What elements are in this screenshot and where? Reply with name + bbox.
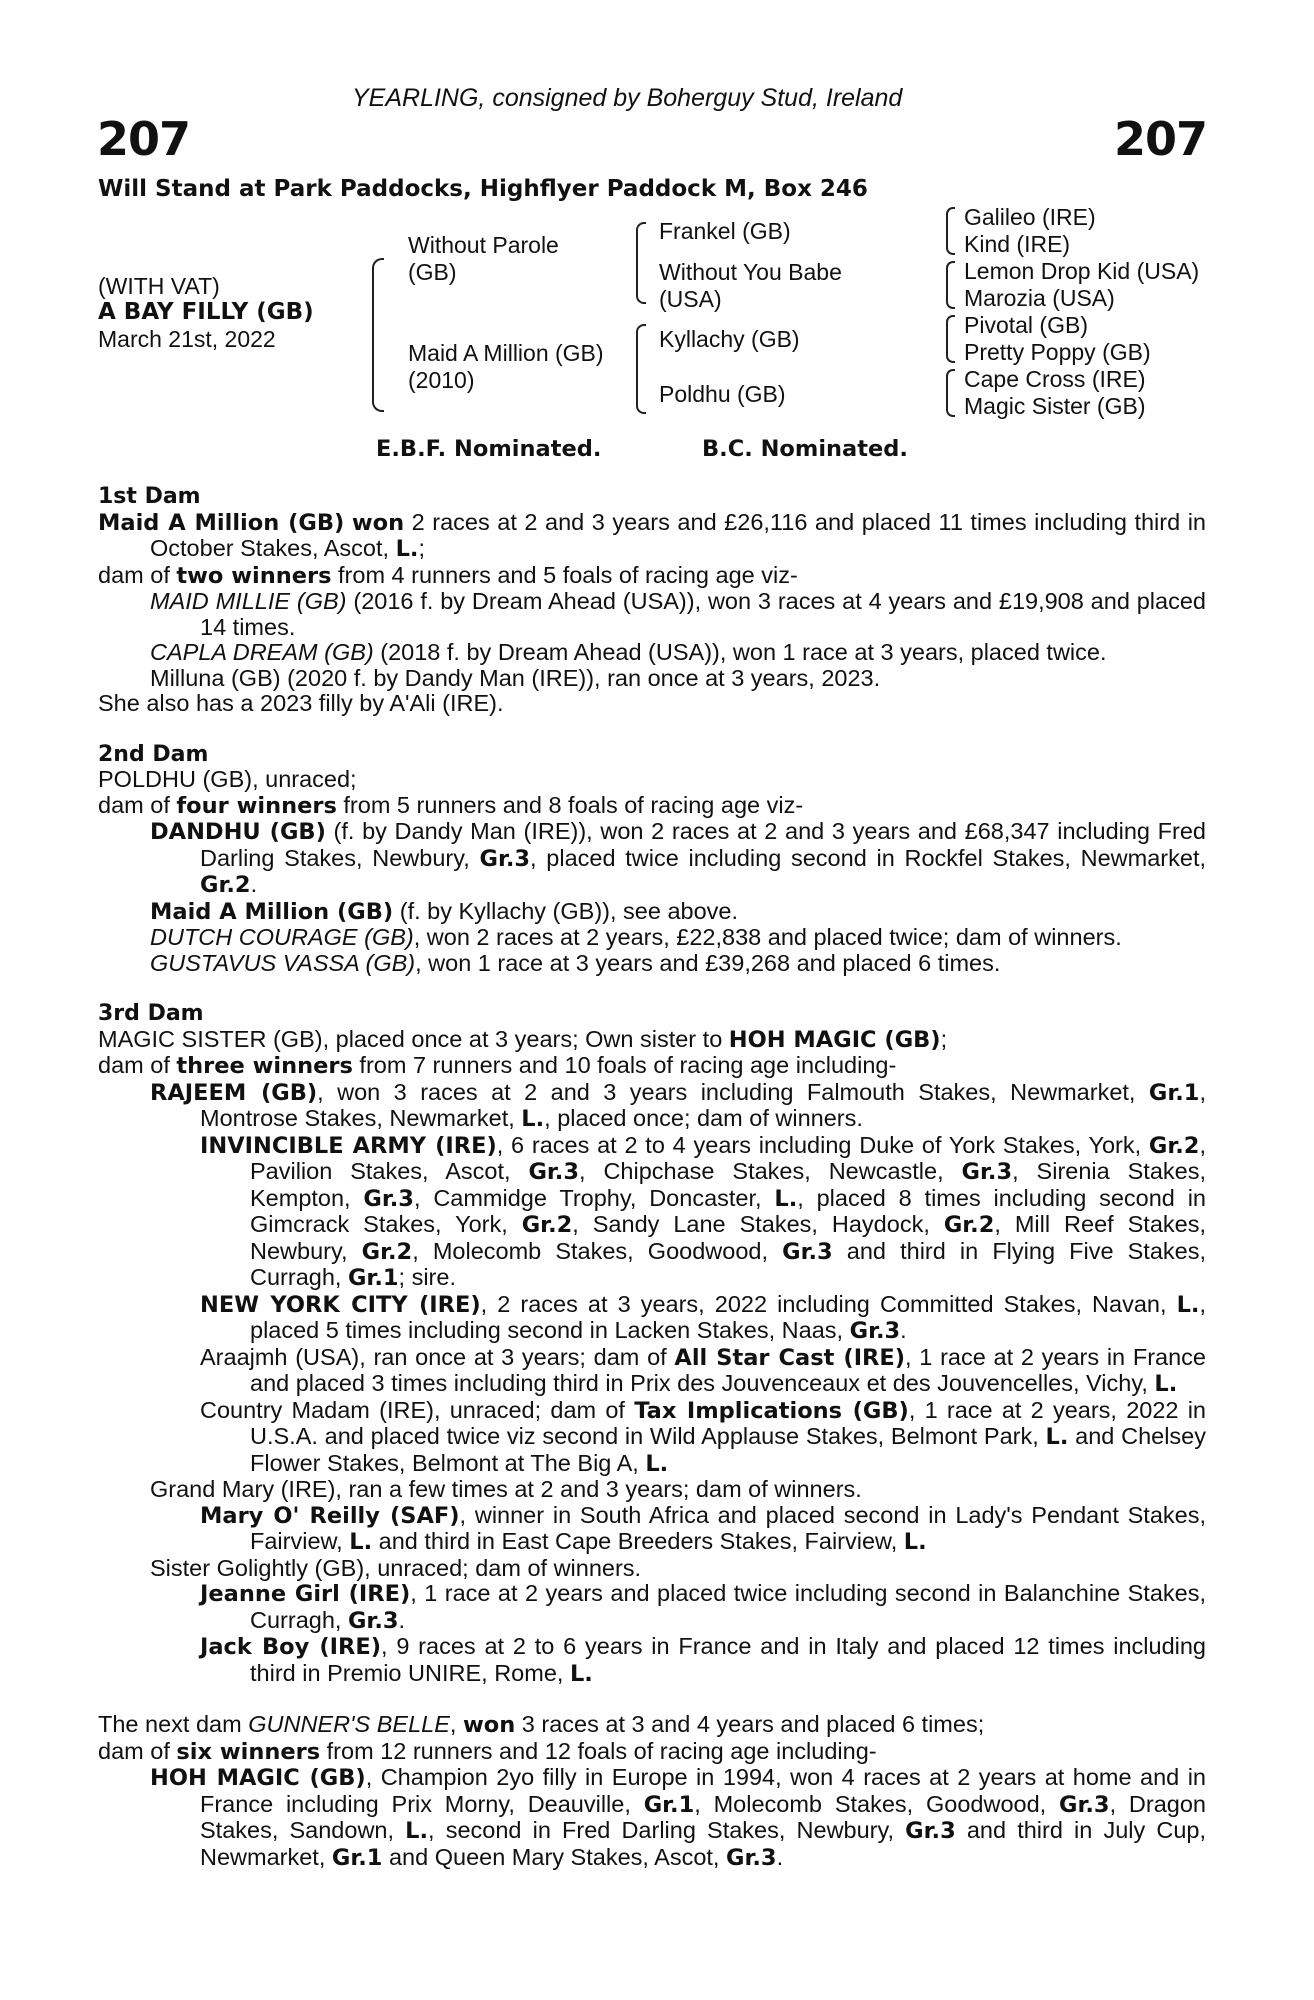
next-dam-won: won	[462, 1712, 516, 1738]
first-dam-record-end: ;	[418, 535, 425, 561]
pedigree-sire-suffix: (GB)	[408, 259, 457, 285]
ia-gr3-b: Gr.3	[961, 1159, 1013, 1185]
pedigree-brace-dam	[636, 324, 646, 414]
country-madam-listed-1: L.	[1045, 1424, 1069, 1450]
first-dam-section	[98, 484, 1206, 717]
ia-gr2-d: Gr.2	[361, 1238, 413, 1265]
hoh-gr1-b: Gr.1	[331, 1844, 383, 1871]
pedigree-sire-sire: Frankel (GB)	[659, 218, 791, 244]
hoh-text-e: and third in July Cup, Newmarket,	[200, 1817, 1207, 1870]
ia-text-i: , Molecomb Stakes, Goodwood,	[412, 1237, 783, 1264]
pedigree-dsd: Pretty Poppy (GB)	[964, 339, 1151, 365]
ia-gr3-a: Gr.3	[528, 1159, 579, 1185]
mor-listed-1: L.	[349, 1529, 373, 1555]
ebf-nomination: E.B.F. Nominated.	[376, 436, 602, 462]
progeny-dutch-courage: DUTCH COURAGE (GB)	[150, 924, 414, 950]
jb-listed: L.	[569, 1660, 593, 1687]
first-dam-also: She also has a 2023 filly by A'Ali (IRE).	[98, 690, 504, 716]
next-dam-intro-a: The next dam	[98, 1711, 249, 1737]
foaling-date: March 21st, 2022	[98, 326, 276, 352]
third-dam-section	[98, 1001, 1206, 1687]
ia-gr2-a: Gr.2	[1148, 1132, 1200, 1159]
pedigree-sss: Galileo (IRE)	[964, 204, 1096, 230]
pedigree-dam: Maid A Million (GB)	[408, 340, 604, 366]
progeny-maid-millie: MAID MILLIE (GB)	[150, 588, 347, 614]
first-dam-dam-of-prefix: dam of	[98, 561, 177, 588]
third-dam-line	[98, 1027, 1206, 1054]
nyc-end: .	[900, 1317, 907, 1343]
progeny-gustavus-vassa: GUSTAVUS VASSA (GB)	[150, 949, 416, 976]
pedigree-brace-sire	[636, 222, 646, 304]
pedigree-sire-dam-suffix: (USA)	[659, 286, 722, 312]
ia-listed: L.	[774, 1185, 798, 1212]
pedigree-dam-dam: Poldhu (GB)	[659, 381, 786, 407]
first-dam-won: won	[351, 509, 405, 536]
second-dam-four-winners: four winners	[176, 792, 337, 819]
progeny-capla-dream: CAPLA DREAM (GB)	[150, 639, 374, 665]
next-dam-intro	[98, 1712, 1206, 1739]
ia-text-h: , Mill Reef Stakes, Newbury,	[250, 1211, 1207, 1264]
pedigree-dds: Cape Cross (IRE)	[964, 366, 1146, 392]
first-dam-name: Maid A Million (GB)	[98, 509, 345, 536]
third-dam-heading: 3rd Dam	[98, 1001, 204, 1026]
ia-gr3-d: Gr.3	[782, 1238, 833, 1265]
new-york-city-name: NEW YORK CITY (IRE)	[200, 1291, 481, 1318]
hoh-gr3-a: Gr.3	[1059, 1791, 1110, 1818]
ia-text-j: and third in Flying Five Stakes, Curragh,	[250, 1237, 1206, 1290]
next-dam-six-winners: six winners	[176, 1738, 321, 1765]
next-dam-intro-c: 3 races at 3 and 4 years and placed 6 times;	[515, 1711, 985, 1737]
new-york-city-entry	[98, 1292, 1206, 1345]
nyc-listed: L.	[1176, 1291, 1200, 1318]
ia-gr2-c: Gr.2	[943, 1212, 995, 1238]
jb-text-a: , 9 races at 2 to 6 years in France and in Italy and placed 12 times including third in Premio UNIRE, Rome,	[250, 1633, 1207, 1686]
gunners-belle-name: GUNNER'S BELLE	[248, 1711, 450, 1737]
rajeem-gr1: Gr.1	[1148, 1079, 1200, 1106]
hoh-magic-name: HOH MAGIC (GB)	[150, 1765, 366, 1791]
rajeem-listed: L.	[521, 1106, 545, 1132]
next-dam-section	[98, 1712, 1206, 1871]
next-dam-dam-of	[98, 1739, 1206, 1766]
first-dam-two-winners: two winners	[176, 562, 332, 589]
country-madam-listed-2: L.	[645, 1450, 669, 1477]
country-madam-entry	[98, 1398, 1206, 1478]
ia-text-k: ; sire.	[398, 1264, 456, 1290]
pedigree-sire-dam: Without You Babe	[659, 259, 842, 285]
first-dam-progeny-3: Milluna (GB) (2020 f. by Dandy Man (IRE)), ran once at 3 years, 2023.	[150, 664, 881, 691]
hoh-text-b: , Molecomb Stakes, Goodwood,	[694, 1790, 1060, 1817]
hoh-gr3-c: Gr.3	[726, 1844, 777, 1871]
progeny-maid-millie-text: (2016 f. by Dream Ahead (USA)), won 3 races at 4 years and £19,908 and placed 14 times.	[200, 588, 1206, 640]
jack-boy-name: Jack Boy (IRE)	[200, 1634, 381, 1660]
nyc-text-a: , 2 races at 3 years, 2022 including Committed Stakes, Navan,	[480, 1290, 1177, 1317]
first-dam-listed: L.	[395, 536, 419, 562]
bc-nomination: B.C. Nominated.	[702, 436, 908, 462]
pedigree-dam-year: (2010)	[408, 367, 475, 393]
first-dam-heading: 1st Dam	[98, 484, 201, 509]
country-madam-text-b: , 1 race at 2 years, 2022 in U.S.A. and placed twice viz second in Wild Applause Stakes, Belmont Park,	[250, 1396, 1207, 1449]
araajmh-entry	[98, 1345, 1206, 1398]
third-dam-dam-of	[98, 1053, 1206, 1080]
second-dam-progeny-3	[98, 925, 1206, 951]
country-madam-text-c: and Chelsey Flower Stakes, Belmont at The Big A,	[250, 1423, 1206, 1476]
second-dam-progeny-1	[98, 819, 1206, 899]
progeny-dandhu-text-a: (f. by Dandy Man (IRE)), won 2 races at 2 and 3 years and £68,347 including Fred Darling Stakes, Newbury,	[200, 818, 1206, 871]
catalogue-body	[98, 484, 1206, 1871]
jg-end: .	[398, 1606, 406, 1633]
second-dam-line: POLDHU (GB), unraced;	[98, 766, 357, 792]
mary-oreilly-name: Mary O' Reilly (SAF)	[200, 1502, 460, 1529]
progeny-maid-a-million-text: (f. by Kyllachy (GB)), see above.	[393, 897, 739, 924]
ia-text-a: , 6 races at 2 to 4 years including Duke of York Stakes, York,	[496, 1131, 1149, 1158]
pedigree-brace-g1	[946, 207, 955, 255]
araajmh-text-b: , 1 race at 2 years in France and placed 3 times including third in Prix des Jouvenceaux et des Jouvencelles, Vichy,	[250, 1343, 1206, 1396]
second-dam-progeny-2	[98, 899, 1206, 926]
sister-golightly-entry: Sister Golightly (GB), unraced; dam of winners.	[150, 1554, 642, 1581]
jeanne-girl-entry	[98, 1581, 1206, 1634]
grand-mary-entry: Grand Mary (IRE), ran a few times at 2 and 3 years; dam of winners.	[150, 1476, 862, 1502]
vat-note: (WITH VAT)	[98, 273, 220, 299]
nyc-text-b: , placed 5 times including second in Lacken Stakes, Naas,	[250, 1290, 1206, 1343]
ia-gr2-b: Gr.2	[521, 1212, 573, 1238]
ia-text-b: , Pavilion Stakes, Ascot,	[250, 1131, 1206, 1184]
ia-text-f: , placed 8 times including second in Gimcrack Stakes, York,	[250, 1184, 1206, 1237]
third-dam-dam-of-suffix: from 7 runners and 10 foals of racing age including-	[352, 1052, 897, 1078]
rajeem-name: RAJEEM (GB)	[150, 1079, 318, 1106]
rajeem-text-c: , placed once; dam of winners.	[544, 1105, 863, 1131]
invincible-army-name: INVINCIBLE ARMY (IRE)	[200, 1132, 497, 1159]
pedigree-dss: Pivotal (GB)	[964, 312, 1088, 338]
pedigree-sdd: Marozia (USA)	[964, 285, 1115, 311]
progeny-dandhu-end: .	[250, 871, 258, 897]
tax-implications-name: Tax Implications (GB)	[634, 1397, 909, 1424]
jg-gr3: Gr.3	[347, 1607, 399, 1634]
hoh-magic-entry	[98, 1765, 1206, 1871]
second-dam-dam-of-prefix: dam of	[98, 791, 177, 818]
invincible-army-entry	[98, 1133, 1206, 1292]
mary-oreilly-entry	[98, 1503, 1206, 1556]
araajmh-text-a: Araajmh (USA), ran once at 3 years; dam of	[200, 1343, 675, 1370]
progeny-dandhu: DANDHU (GB)	[150, 819, 326, 845]
ia-text-e: , Cammidge Trophy, Doncaster,	[413, 1184, 775, 1211]
stand-location: Will Stand at Park Paddocks, Highflyer Paddock M, Box 246	[98, 176, 868, 202]
third-dam-dam-of-prefix: dam of	[98, 1052, 177, 1078]
hoh-text-d: , second in Fred Darling Stakes, Newbury,	[428, 1817, 906, 1843]
second-dam-dam-of-suffix: from 5 runners and 8 foals of racing age viz-	[336, 791, 804, 818]
ia-text-d: , Sirenia Stakes, Kempton,	[250, 1158, 1206, 1211]
second-dam-progeny-4	[98, 951, 1206, 977]
ia-gr1: Gr.1	[347, 1265, 399, 1291]
jg-text-a: , 1 race at 2 years and placed twice including second in Balanchine Stakes, Curragh,	[250, 1580, 1207, 1633]
hoh-text-f: and Queen Mary Stakes, Ascot,	[382, 1843, 726, 1870]
pedigree-brace-g4	[946, 369, 955, 417]
progeny-capla-dream-text: (2018 f. by Dream Ahead (USA)), won 1 race at 3 years, placed twice.	[373, 639, 1107, 665]
progeny-dandhu-text-b: , placed twice including second in Rockfel Stakes, Newmarket,	[530, 844, 1206, 871]
first-dam-progeny-1	[98, 589, 1206, 640]
progeny-gustavus-vassa-text: , won 1 race at 3 years and £39,268 and placed 6 times.	[415, 949, 1001, 976]
third-dam-line-end: ;	[940, 1025, 948, 1052]
pedigree-sire: Without Parole	[408, 232, 559, 258]
hoh-text-a: , Champion 2yo filly in Europe in 1994, won 4 races at 2 years at home and in France including Prix Morny, Deauville,	[200, 1764, 1207, 1817]
first-dam-record	[98, 510, 1206, 563]
third-dam-three-winners: three winners	[176, 1053, 353, 1079]
progeny-dutch-courage-text: , won 2 races at 2 years, £22,838 and placed twice; dam of winners.	[413, 924, 1122, 950]
progeny-dandhu-gr3: Gr.3	[479, 845, 531, 872]
pedigree-brace-g3	[946, 315, 955, 363]
horse-name: A BAY FILLY (GB)	[98, 299, 314, 325]
next-dam-intro-b: ,	[449, 1711, 463, 1737]
nyc-gr3: Gr.3	[849, 1318, 901, 1344]
hoh-end: .	[776, 1843, 784, 1870]
second-dam-dam-of	[98, 793, 1206, 820]
jack-boy-entry	[98, 1634, 1206, 1687]
pedigree-brace-g2	[946, 261, 955, 309]
progeny-dandhu-gr2: Gr.2	[200, 872, 251, 898]
ia-text-c: , Chipchase Stakes, Newcastle,	[579, 1158, 962, 1184]
mor-listed-2: L.	[903, 1529, 927, 1555]
pedigree-sds: Lemon Drop Kid (USA)	[964, 258, 1200, 284]
pedigree-ssd: Kind (IRE)	[964, 231, 1071, 257]
pedigree-ddd: Magic Sister (GB)	[964, 393, 1146, 419]
mor-text-b: and third in East Cape Breeders Stakes, Fairview,	[372, 1528, 904, 1554]
rajeem-entry	[98, 1080, 1206, 1133]
third-dam-hoh-magic: HOH MAGIC (GB)	[728, 1026, 941, 1053]
lot-number-left: 207	[97, 112, 191, 166]
first-dam-progeny-2	[98, 640, 1206, 666]
rajeem-text-a: , won 3 races at 2 and 3 years including Falmouth Stakes, Newmarket,	[317, 1078, 1149, 1105]
hoh-listed: L.	[405, 1818, 429, 1844]
rajeem-text-b: , Montrose Stakes, Newmarket,	[200, 1078, 1206, 1131]
country-madam-text-a: Country Madam (IRE), unraced; dam of	[200, 1396, 635, 1423]
pedigree-brace-main	[372, 258, 384, 412]
hoh-gr1-a: Gr.1	[643, 1791, 695, 1818]
consignment-line: YEARLING, consigned by Boherguy Stud, Ireland	[352, 84, 903, 112]
next-dam-dam-of-prefix: dam of	[98, 1737, 177, 1764]
next-dam-dam-of-suffix: from 12 runners and 12 foals of racing age including-	[320, 1737, 877, 1764]
progeny-maid-a-million: Maid A Million (GB)	[150, 898, 394, 925]
lot-number-right: 207	[1114, 112, 1208, 166]
ia-gr3-c: Gr.3	[363, 1185, 414, 1212]
araajmh-listed: L.	[1154, 1371, 1178, 1397]
hoh-gr3-b: Gr.3	[905, 1818, 956, 1844]
hoh-text-c: , Dragon Stakes, Sandown,	[200, 1790, 1206, 1843]
first-dam-dam-of	[98, 563, 1206, 590]
jeanne-girl-name: Jeanne Girl (IRE)	[200, 1581, 411, 1607]
first-dam-dam-of-suffix: from 4 runners and 5 foals of racing age viz-	[331, 561, 798, 588]
third-dam-line-text: MAGIC SISTER (GB), placed once at 3 years; Own sister to	[98, 1025, 729, 1052]
ia-text-g: , Sandy Lane Stakes, Haydock,	[572, 1211, 944, 1237]
all-star-cast-name: All Star Cast (IRE)	[674, 1344, 906, 1371]
first-dam-record-text: 2 races at 2 and 3 years and £26,116 and placed 11 times including third in October Stakes, Ascot,	[150, 508, 1206, 561]
second-dam-heading: 2nd Dam	[98, 741, 209, 767]
pedigree-dam-sire: Kyllachy (GB)	[659, 326, 800, 352]
mor-text-a: , winner in South Africa and placed second in Lady's Pendant Stakes, Fairview,	[250, 1501, 1206, 1554]
second-dam-section	[98, 742, 1206, 977]
